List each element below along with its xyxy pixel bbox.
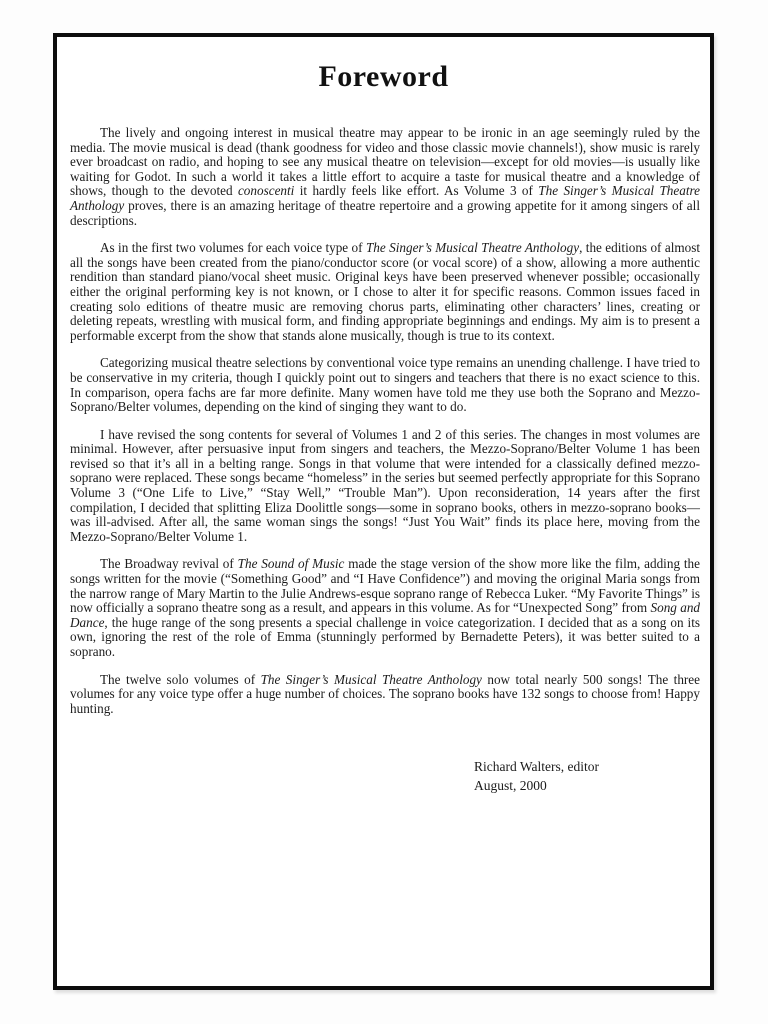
signature-date: August, 2000 — [474, 778, 547, 794]
foreword-paragraph: The twelve solo volumes of The Singer’s Musical Theatre Anthology now total nearly 500 songs! The three volumes for any voice type offer a huge number of choices. The soprano books have 132 songs to choose from! Happy hunting. — [70, 671, 701, 716]
signature-editor: Richard Walters, editor — [474, 759, 600, 775]
book-page — [53, 33, 714, 990]
page-title: Foreword — [318, 60, 449, 93]
foreword-paragraph: The lively and ongoing interest in musical theatre may appear to be ironic in an age seemingly ruled by the media. The movie musical is dead (thank goodness for video and those classic movie channels!), show music is rarely ever broadcast on radio, and hoping to see any musical theatre on television—except for old movies—is usually like waiting for Godot. In such a world it takes a little effort to acquire a taste for musical theatre and a knowledge of shows, though to the devoted conoscenti it hardly feels like effort. As Volume 3 of The Singer’s Musical Theatre Anthology proves, there is an amazing heritage of theatre repertoire and a growing appetite for it among singers of all descriptions. — [70, 125, 700, 228]
foreword-paragraph: The Broadway revival of The Sound of Music made the stage version of the show more like the film, adding the songs written for the movie (“Something Good” and “I Have Confidence”) and moving the original Maria songs from the narrow range of Mary Martin to the Julie Andrews-esque soprano range of Rebecca Luker. “My Favorite Things” is now officially a soprano theatre song as a result, and appears in this volume. As for “Unexpected Song” from Song and Dance, the huge range of the song presents a special challenge in voice categorization. I decided that as a song on its own, ignoring the rest of the role of Emma (stunningly performed by Bernadette Peters), it was better suited to a soprano. — [70, 556, 701, 659]
foreword-paragraph: As in the first two volumes for each voice type of The Singer’s Musical Theatre Anthology, the editions of almost all the songs have been created from the piano/conductor score (or vocal score) of a show, allowing a more authentic rendition than standard piano/vocal sheet music. Original keys have been preserved whenever possible; occasionally either the original performing key is not known, or I chose to alter it for specific reasons. Common issues faced in creating solo editions of theatre music are removing chorus parts, eliminating other characters’ lines, creating or deleting repeats, wrestling with musical form, and finding appropriate beginnings and endings. My aim is to present a performable excerpt from the show that stands alone musically, though is true to its context. — [70, 240, 701, 343]
foreword-paragraph: I have revised the song contents for several of Volumes 1 and 2 of this series. The changes in most volumes are minimal. However, after persuasive input from singers and teachers, the Mezzo-Soprano/Belter Volume 1 has been revised so that it’s all in a belting range. Songs in that volume that were intended for a classically defined mezzo-soprano were replaced. These songs became “homeless” in the series but seemed perfectly appropriate for this Soprano Volume 3 (“One Life to Live,” “Stay Well,” “Trouble Man”). Upon reconsideration, 14 years after the first compilation, I decided that splitting Eliza Doolittle songs—some in soprano books, others in mezzo-soprano books—was ill-advised. After all, the same woman sings the songs! “Just You Wait” finds its place here, moving from the Mezzo-Soprano/Belter Volume 1. — [70, 426, 700, 544]
foreword-paragraph: Categorizing musical theatre selections by conventional voice type remains an unending challenge. I have tried to be conservative in my criteria, though I quickly point out to singers and teachers that there is no exact science to this. In comparison, opera fachs are far more definite. Many women have told me they use both the Soprano and Mezzo-Soprano/Belter volumes, depending on the kind of singing they want to do. — [70, 355, 700, 415]
signature-block — [474, 757, 700, 795]
foreword-body — [70, 126, 700, 795]
